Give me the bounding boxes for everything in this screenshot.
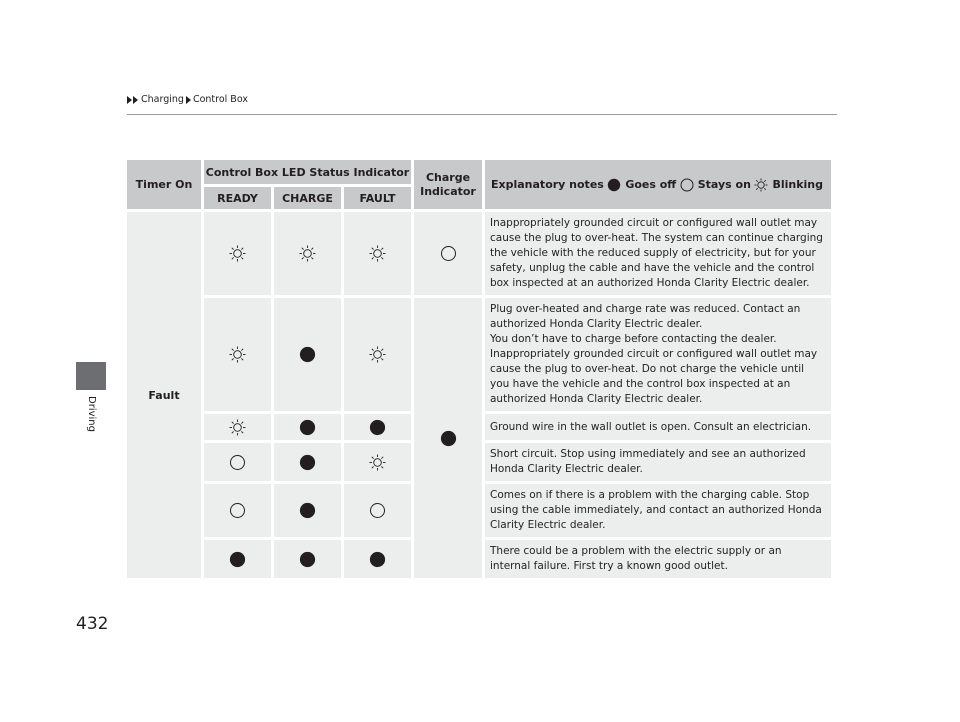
filled-circle-icon — [299, 505, 316, 517]
explanatory-note: Plug over-heated and charge rate was reduced. Contact an authorized Honda Clarity Electric dealer. You don’t have to charge before contacting the dealer. Inappropriately grounded circuit or configured wall outlet may cause the plug to over-heat. Do not charge the vehicle until you have the vehicle and the control box inspected at an authorized Honda Clarity Electric dealer. — [485, 298, 831, 411]
filled-circle-icon — [299, 456, 316, 468]
filled-circle-icon — [299, 421, 316, 433]
blinking-icon — [229, 248, 246, 260]
triangle-icon — [133, 96, 138, 104]
header-explanatory-notes — [485, 160, 831, 209]
header-ready: READY — [204, 187, 271, 209]
blinking-icon — [229, 349, 246, 361]
explanatory-note: Ground wire in the wall outlet is open. Consult an electrician. — [485, 414, 831, 440]
breadcrumb-item[interactable]: Control Box — [192, 94, 248, 105]
legend-label: Stays on — [697, 178, 751, 191]
led-cell — [274, 414, 341, 440]
page-number: 432 — [76, 614, 109, 634]
led-cell — [204, 414, 271, 440]
filled-circle-icon — [607, 178, 621, 192]
blinking-icon — [369, 349, 386, 361]
header-fault: FAULT — [344, 187, 411, 209]
blinking-icon — [369, 248, 386, 260]
led-cell — [204, 212, 271, 295]
led-cell — [204, 443, 271, 481]
led-cell — [204, 540, 271, 578]
header-status-indicator: Control Box LED Status Indicator — [204, 160, 411, 184]
legend-label: Blinking — [772, 178, 823, 191]
led-cell — [344, 540, 411, 578]
legend-item-stays-on — [680, 178, 751, 192]
blinking-icon — [369, 456, 386, 468]
header-charge-indicator: Charge Indicator — [414, 160, 482, 209]
legend-item-goes-off — [607, 178, 676, 192]
outline-circle-icon — [440, 248, 457, 260]
outline-circle-icon — [229, 456, 246, 468]
led-cell — [204, 298, 271, 411]
table-row — [127, 298, 831, 411]
header-charge: CHARGE — [274, 187, 341, 209]
legend-item-blinking — [754, 178, 823, 192]
triangle-icon — [127, 96, 132, 104]
led-cell — [344, 414, 411, 440]
led-cell — [274, 212, 341, 295]
led-cell — [344, 212, 411, 295]
led-cell — [414, 212, 482, 295]
table-row — [127, 212, 831, 295]
led-cell — [344, 484, 411, 537]
led-cell — [274, 443, 341, 481]
legend — [485, 178, 831, 192]
led-cell — [274, 540, 341, 578]
led-cell — [344, 443, 411, 481]
breadcrumb — [127, 94, 248, 105]
row-group-fault: Fault — [127, 212, 201, 578]
led-cell — [274, 298, 341, 411]
triangle-icon — [186, 96, 191, 104]
header-divider — [127, 114, 837, 115]
explanatory-note: Comes on if there is a problem with the charging cable. Stop using the cable immediately, and contact an authorized Honda Clarity Electric dealer. — [485, 484, 831, 537]
legend-label: Goes off — [625, 178, 677, 191]
breadcrumb-item[interactable]: Charging — [141, 94, 184, 105]
section-label: Driving — [86, 396, 97, 432]
explanatory-note: Short circuit. Stop using immediately and see an authorized Honda Clarity Electric dealer. — [485, 443, 831, 481]
led-cell — [204, 484, 271, 537]
led-cell — [414, 298, 482, 578]
filled-circle-icon — [440, 432, 457, 444]
led-cell — [274, 484, 341, 537]
explanatory-note: There could be a problem with the electric supply or an internal failure. First try a known good outlet. — [485, 540, 831, 578]
filled-circle-icon — [369, 553, 386, 565]
filled-circle-icon — [369, 421, 386, 433]
outline-circle-icon — [680, 178, 694, 192]
header-timer-on: Timer On — [127, 160, 201, 209]
outline-circle-icon — [369, 505, 386, 517]
section-tab — [76, 362, 106, 390]
outline-circle-icon — [229, 505, 246, 517]
filled-circle-icon — [229, 553, 246, 565]
led-status-table — [124, 157, 834, 581]
explanatory-note: Inappropriately grounded circuit or configured wall outlet may cause the plug to over-heat. The system can continue charging the vehicle with the reduced supply of electricity, but for your safety, unplug the cable and have the vehicle and the control box inspected at an authorized Honda Clarity Electric dealer. — [485, 212, 831, 295]
blinking-icon — [229, 421, 246, 433]
blinking-icon — [299, 248, 316, 260]
filled-circle-icon — [299, 349, 316, 361]
explanatory-notes-label: Explanatory notes — [491, 178, 604, 191]
blinking-icon — [754, 178, 768, 192]
led-cell — [344, 298, 411, 411]
filled-circle-icon — [299, 553, 316, 565]
